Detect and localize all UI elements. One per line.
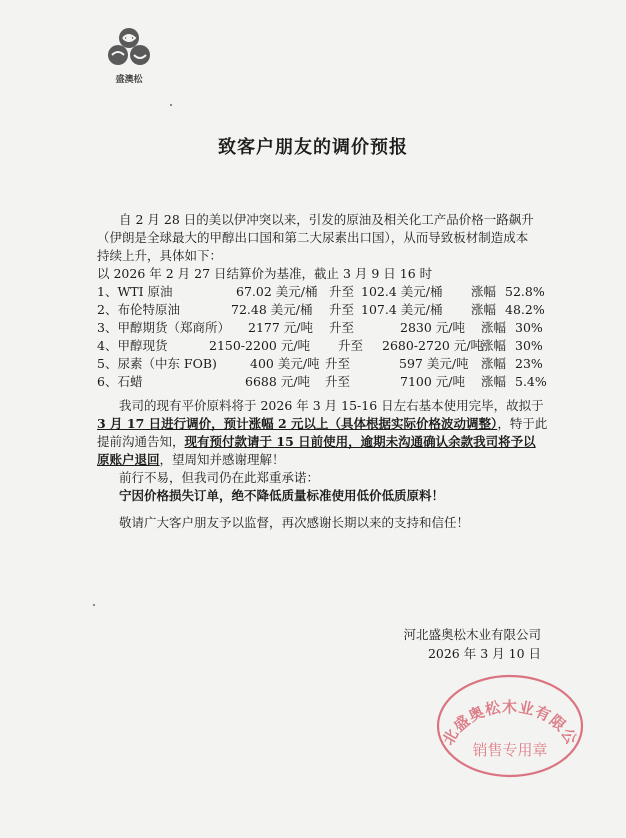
up-label: 升至 [329,284,355,299]
change-label: 涨幅 [471,284,497,299]
price-row [97,319,557,337]
adjust-date-emphasis: 3 月 17 日进行调价，预计涨幅 2 元以上（具体根据实际价格波动调整） [97,416,498,431]
current-price: 107.4 美元/桶 [361,302,443,317]
current-price: 2680-2720 元/吨 [382,338,484,353]
change-label: 涨幅 [481,374,507,389]
up-label: 升至 [329,302,355,317]
item-name: 5、尿素（中东 FOB) [97,356,217,371]
base-price: 400 美元/吨 [250,356,320,371]
base-price: 72.48 美元/桶 [231,302,313,317]
notice-line-3 [97,433,536,451]
change-value: 52.8% [505,284,545,299]
notice-line-4-rest: ，望周知并感谢理解！ [159,452,285,467]
up-label: 升至 [325,356,351,371]
signature-company: 河北盛奥松木业有限公司 [403,627,541,642]
logo-mark-icon [98,22,160,74]
intro-line-2: （伊朗是全球最大的甲醇出口国和第二大尿素出口国），从而导致板材制造成本 [97,230,529,245]
company-logo [98,22,160,86]
scan-speck [93,604,95,606]
up-label: 升至 [329,320,355,335]
svg-text:河北盛奥松木业有限公司: 北盛奥松木业有限公 [438,697,582,749]
price-row [97,355,557,373]
item-name: 2、布伦特原油 [97,302,180,317]
logo-text: 盛澳松 [115,75,143,85]
item-name: 4、甲醇现货 [97,338,168,353]
refund-emphasis: 原账户退回 [97,452,160,467]
current-price: 597 美元/吨 [399,356,469,371]
change-label: 涨幅 [481,320,507,335]
intro-line-1: 自 2 月 28 日的美以伊冲突以来，引发的原油及相关化工产品价格一路飙升 [119,212,534,227]
closing-line: 敬请广大客户朋友予以监督，再次感谢长期以来的支持和信任！ [119,515,470,530]
base-price: 67.02 美元/桶 [236,284,318,299]
notice-line-1: 我司的现有平价原料将于 2026 年 3 月 15-16 日左右基本使用完毕，故拟于 [119,398,544,413]
scan-speck [170,104,172,106]
notice-line-2-rest: ，特于此 [497,416,548,431]
current-price: 2830 元/吨 [400,320,465,335]
notice-line-4 [97,451,285,469]
item-name: 3、甲醇期货（郑商所） [97,320,230,335]
promise-line-1: 前行不易，但我司仍在此郑重承诺： [119,470,320,485]
price-row [97,337,557,355]
promise-line-2: 宁因价格损失订单，绝不降低质量标准使用低价低质原料！ [119,488,445,503]
current-price: 102.4 美元/桶 [361,284,443,299]
notice-line-2 [97,415,547,433]
price-row [97,373,557,391]
up-label: 升至 [338,338,364,353]
company-seal [434,668,586,778]
seal-center-text: 销售专用章 [472,741,548,759]
up-label: 升至 [325,374,351,389]
seal-icon [434,668,586,778]
intro-line-3: 持续上升，具体如下： [97,248,223,263]
price-row [97,301,557,319]
price-row [97,283,557,301]
change-label: 涨幅 [471,302,497,317]
current-price: 7100 元/吨 [400,374,465,389]
signature-date: 2026 年 3 月 10 日 [427,646,541,661]
base-price: 2177 元/吨 [248,320,313,335]
change-label: 涨幅 [481,356,507,371]
document-title: 致客户朋友的调价预报 [218,137,408,158]
base-price: 6688 元/吨 [245,374,310,389]
change-label: 涨幅 [481,338,507,353]
change-value: 30% [515,320,543,335]
change-value: 23% [515,356,543,371]
change-value: 30% [515,338,543,353]
prepayment-emphasis: 现有预付款请于 15 日前使用，逾期未沟通确认余款我司将予以 [184,434,536,449]
change-value: 48.2% [505,302,545,317]
basis-line: 以 2026 年 2 月 27 日结算价为基准，截止 3 月 9 日 16 时 [97,266,433,281]
item-name: 1、WTI 原油 [97,284,173,299]
base-price: 2150-2200 元/吨 [209,338,311,353]
item-name: 6、石蜡 [97,374,143,389]
change-value: 5.4% [515,374,547,389]
notice-line-3-plain: 提前沟通告知， [97,434,185,449]
